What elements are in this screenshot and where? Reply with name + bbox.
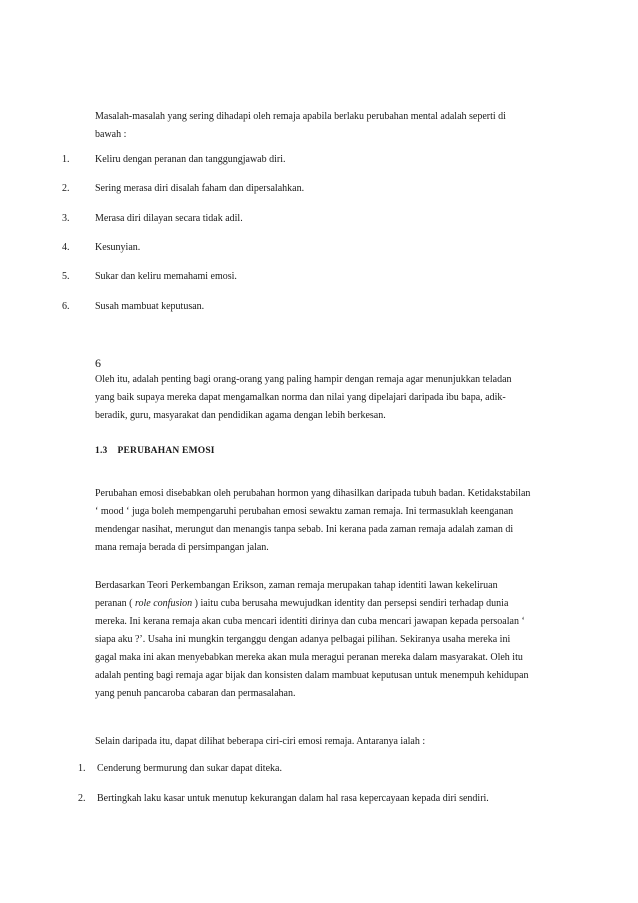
list-text: Bertingkah laku kasar untuk menutup kekurangan dalam hal rasa kepercayaan kepada diri sendiri. [97,793,489,804]
text-line: siapa aku ?’. Usaha ini mungkin terganggu dengan adanya pelbagai pilihan. Sekiranya usaha mereka ini [95,634,511,645]
list-text: Susah mambuat keputusan. [95,301,205,312]
paragraph-teladan [95,371,565,425]
page-number: 6 [95,356,101,370]
list-number: 1. [62,154,70,165]
text-fragment: peranan ( [95,598,135,609]
list-number: 6. [62,301,70,312]
list-text: Sukar dan keliru memahami emosi. [95,271,237,282]
list-text: Kesunyian. [95,242,141,253]
paragraph-erikson [95,577,565,703]
list-text: Keliru dengan peranan dan tanggungjawab diri. [95,154,286,165]
list-number: 1. [78,763,86,774]
text-line: Perubahan emosi disebabkan oleh perubahan hormon yang dihasilkan daripada tubuh badan. Ketidakstabilan [95,488,531,499]
text-line: mendengar nasihat, merungut dan menangis tanpa sebab. Ini kerana pada zaman remaja adalah zaman di [95,524,514,535]
text-line: Oleh itu, adalah penting bagi orang-orang yang paling hampir dengan remaja agar menunjukkan teladan [95,374,512,385]
list-number: 2. [62,183,70,194]
text-line: adalah penting bagi remaja agar bijak dan konsisten dalam mambuat keputusan untuk menempuh kehidupan [95,670,529,681]
text-line: yang baik supaya mereka dapat mengamalkan norma dan nilai yang dipelajari daripada ibu bapa, adik- [95,392,506,403]
list-text: Merasa diri dilayan secara tidak adil. [95,213,243,224]
text-fragment: ) iaitu cuba berusaha mewujudkan identity dan persepsi sendiri terhadap dunia [192,598,509,609]
text-line: bawah : [95,129,127,140]
text-line: Selain daripada itu, dapat dilihat beberapa ciri-ciri emosi remaja. Antaranya ialah : [95,736,426,747]
list-number: 4. [62,242,70,253]
paragraph-ciri-emosi [95,733,565,751]
text-line: yang penuh pancaroba cabaran dan permasalahan. [95,688,296,699]
section-title: PERUBAHAN EMOSI [117,446,215,456]
text-line [95,595,565,613]
list-number: 3. [62,213,70,224]
list-number: 2. [78,793,86,804]
text-line: mereka. Ini kerana remaja akan cuba mencari identiti dirinya dan cuba mencari jawapan kepada persoalan ‘ [95,616,525,627]
section-number: 1.3 [95,446,108,456]
text-line: mana remaja berada di persimpangan jalan. [95,542,269,553]
intro-paragraph [95,108,565,144]
list-text: Cenderung bermurung dan sukar dapat diteka. [97,763,282,774]
text-line: Masalah-masalah yang sering dihadapi oleh remaja apabila berlaku perubahan mental adalah seperti di [95,111,506,122]
text-line: ‘ mood ‘ juga boleh mempengaruhi perubahan emosi sewaktu zaman remaja. Ini termasuklah keenganan [95,506,514,517]
list-number: 5. [62,271,70,282]
text-line: Berdasarkan Teori Perkembangan Erikson, zaman remaja merupakan tahap identiti lawan kekeliruan [95,580,498,591]
list-text: Sering merasa diri disalah faham dan dipersalahkan. [95,183,305,194]
text-line: gagal maka ini akan menyebabkan mereka akan mula meragui peranan mereka dalam masyarakat. Oleh itu [95,652,523,663]
paragraph-perubahan-emosi [95,485,565,557]
italic-term: role confusion [134,598,193,609]
section-heading [95,446,215,456]
text-line: beradik, guru, masyarakat dan pendidikan agama dengan lebih berkesan. [95,410,386,421]
